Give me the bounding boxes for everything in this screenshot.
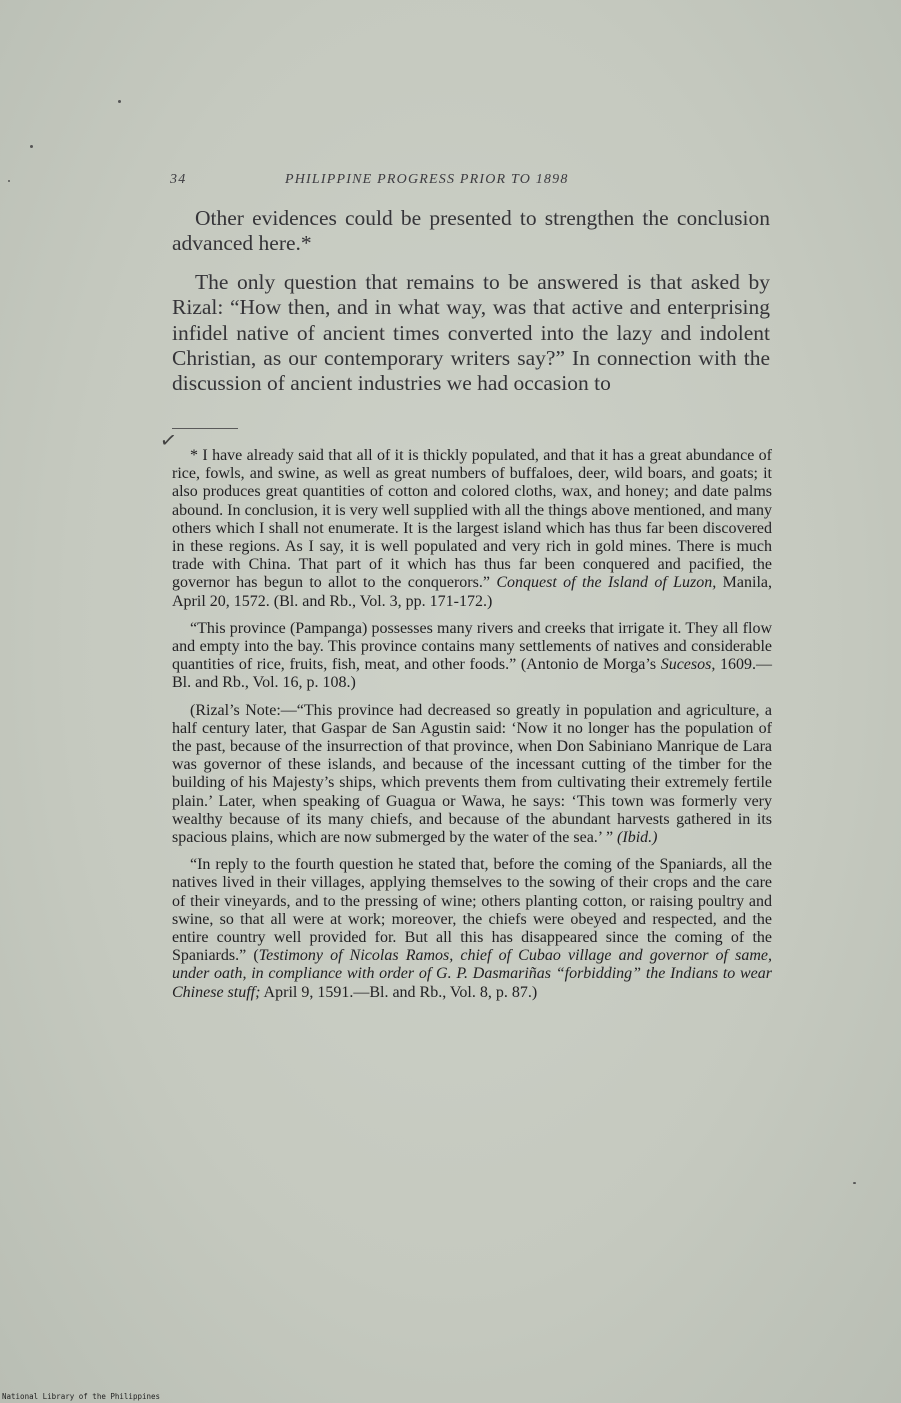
page-number: 34 [170, 172, 187, 187]
paper-speck [8, 180, 10, 182]
footnote-2-text: “This province (Pampanga) possesses many rivers and creeks that irrigate it. They all flow and empty into the bay. This province contains many settlements of natives and considerable quantities of rice, fruits, fish, meat, and other foods.” (Antonio de Morga’s [172, 619, 772, 674]
main-paragraph-2: The only question that remains to be answered is that asked by Rizal: “How then, and in what way, was that active and enterprising infidel native of ancient times converted into the lazy and indolent Christian, as our contemporary writers say?” In connection with the discussion of ancient industries we had occasion to [172, 269, 770, 396]
paper-speck [853, 1182, 856, 1184]
main-text [172, 206, 770, 397]
footnote-1-text: * I have already said that all of it is thickly populated, and that it has a great abundance of rice, fowls, and swine, as well as great numbers of buffaloes, deer, wild boars, and goats; it also produces great quantities of cotton and colored cloths, wax, and honey; and date palms abound. In conclusion, it is very well supplied with all the things above mentioned, and many others which I shall not enumerate. It is the largest island which has thus far been discovered in these regions. As I say, it is well populated and very rich in gold mines. There is much trade with China. That part of it which has thus far been conquered and pacified, the governor has begun to allot to the conquerors.” [172, 447, 772, 592]
footnote-4 [172, 856, 772, 1002]
pencil-check-mark: ✓ [158, 428, 179, 454]
footnote-1-citation: Manila, April 20, 1572. (Bl. and Rb., Vol. 3, pp. 171-172.) [172, 574, 773, 610]
footnote-4-text: “In reply to the fourth question he stated that, before the coming of the Spaniards, all the natives lived in their villages, applying themselves to the sowing of their crops and the care of their vineyards, and to the pressing of wine; others planting cotton, or raising poultry and swine, so that all were at work; moreover, the chiefs were obeyed and respected, and the entire country well provided for. But all this has disappeared since the coming of the Spaniards.” ( [172, 856, 772, 965]
footnote-1-citation-title: Conquest of the Island of Luzon, [496, 574, 717, 592]
footnote-4-citation-title: Testimony of Nicolas Ramos, chief of Cubao village and governor of same, under oath, in compliance with order of G. P. Dasmariñas “forbidding” the Indians to wear Chinese stuff; [172, 947, 773, 1001]
footnote-2 [172, 620, 772, 693]
footnote-2-citation: 1609.—Bl. and Rb., Vol. 16, p. 108.) [172, 656, 773, 692]
footnote-1 [172, 447, 772, 611]
library-credit: National Library of the Philippines [2, 1392, 161, 1401]
paper-speck [30, 145, 33, 148]
footnote-2-citation-title: Sucesos, [660, 656, 716, 674]
footnote-rule [172, 428, 238, 429]
main-paragraph-1: Other evidences could be presented to strengthen the conclusion advanced here.* [172, 206, 770, 256]
paper-speck [118, 100, 121, 103]
footnote-4-citation: April 9, 1591.—Bl. and Rb., Vol. 8, p. 87.) [260, 983, 538, 1001]
footnotes [172, 447, 772, 1002]
running-head-title: PHILIPPINE PROGRESS PRIOR TO 1898 [285, 172, 569, 187]
footnote-3-citation-title: (Ibid.) [617, 829, 658, 847]
footnote-3-text: (Rizal’s Note:—“This province had decreased so greatly in population and agriculture, a half century later, that Gaspar de San Agustin said: ‘Now it no longer has the population of the past, because of the insurrection of that province, when Don Sabiniano Manrique de Lara was governor of these islands, and because of the incessant cutting of the timber for the building of his Majesty’s ships, which prevents them from cultivating their extremely fertile plain.’ Later, when speaking of Guagua or Wawa, he says: ‘This town was formerly very wealthy because of its many chiefs, and because of the abundant harvests gathered in its spacious plains, which are now submerged by the water of the sea.’ ” [172, 701, 772, 847]
footnote-3 [172, 702, 772, 848]
